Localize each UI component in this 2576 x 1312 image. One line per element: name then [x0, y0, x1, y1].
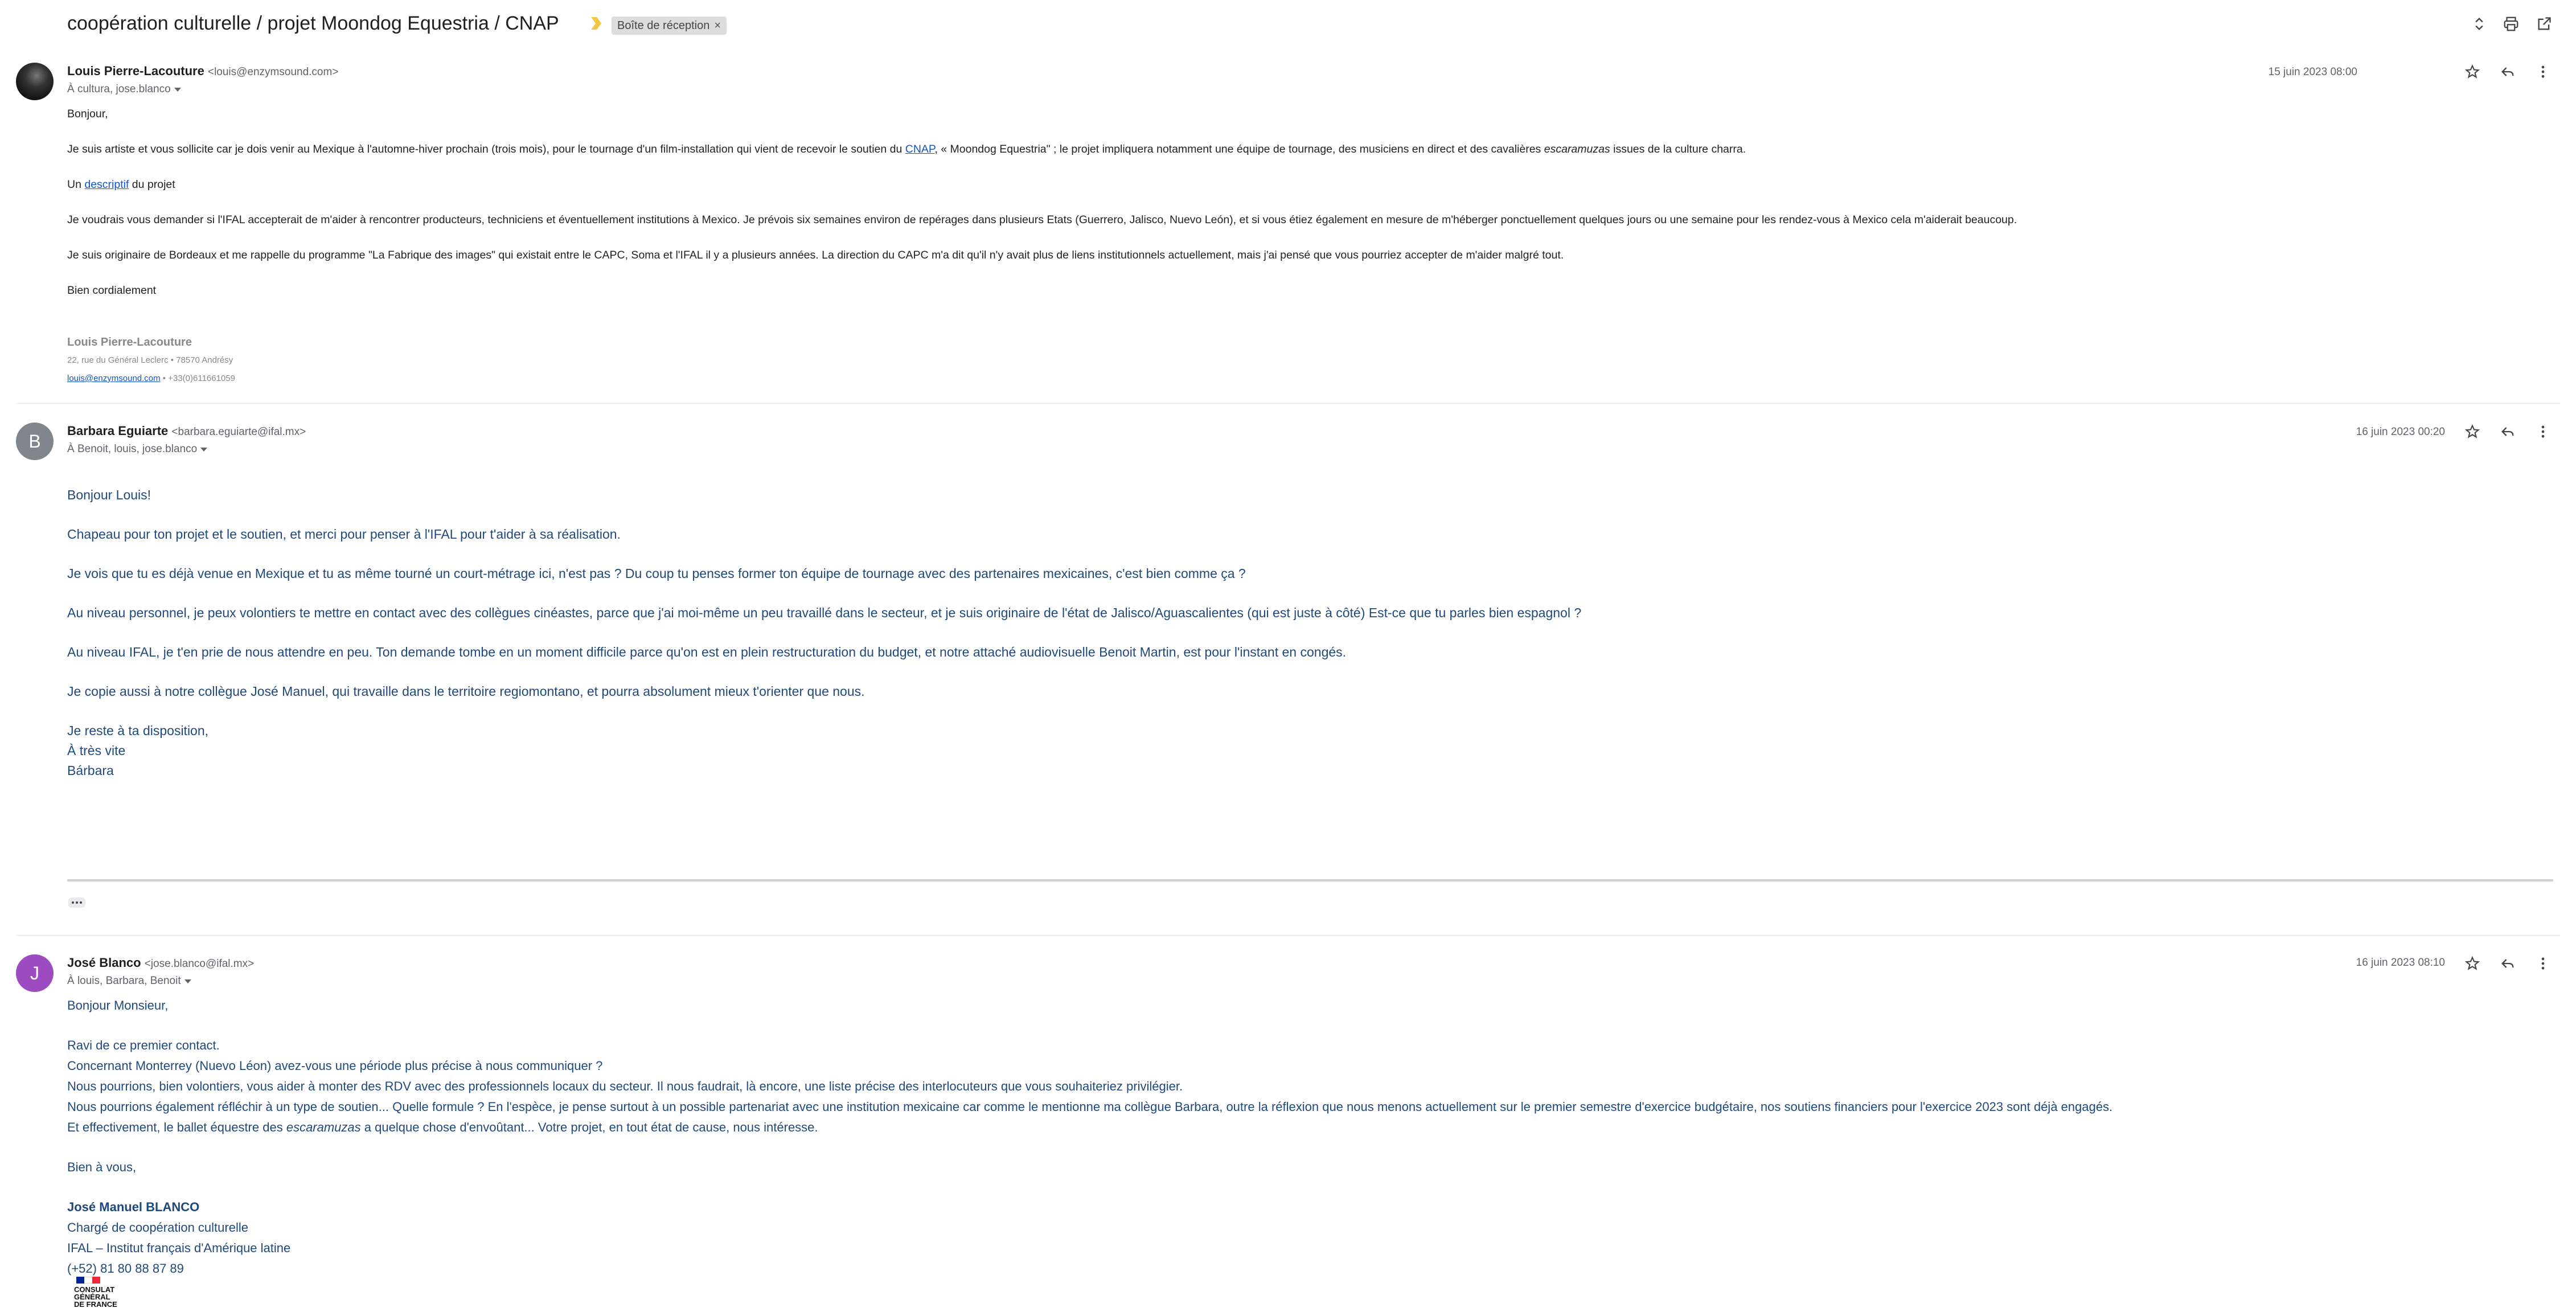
sender-line[interactable]	[67, 424, 306, 438]
importance-marker-icon[interactable]	[590, 16, 602, 31]
recipients-dropdown[interactable]	[67, 83, 181, 96]
sender-email: <barbara.eguiarte@ifal.mx>	[171, 426, 306, 438]
sender-name: Barbara Eguiarte	[67, 424, 169, 438]
logo-line: CONSULAT	[74, 1285, 115, 1294]
recipients-text: À louis, Barbara, Benoit	[67, 975, 181, 987]
avatar[interactable]	[16, 63, 54, 100]
paragraph: Je suis originaire de Bordeaux et me rappelle du programme "La Fabrique des images" qui existait entre le CAPC, Soma et l'IFAL il y a plusieurs années. La direction du CAPC m'a dit qu'il n'y avait plus de liens institutionnels actuellement, mais j'ai pensé que vous pourriez accepter de m'aider malgré tout.	[67, 249, 1564, 261]
body-line: Bárbara	[67, 763, 114, 778]
star-icon[interactable]	[2462, 62, 2483, 82]
signature-org: IFAL – Institut français d'Amérique latine	[67, 1241, 291, 1255]
chevron-down-icon	[184, 979, 191, 983]
avatar[interactable]: J	[16, 954, 54, 992]
chevron-down-icon	[200, 448, 207, 452]
body-line: Bonjour Monsieur,	[67, 998, 169, 1012]
closing: Bien cordialement	[67, 284, 157, 297]
chevron-down-icon	[174, 88, 181, 92]
body-line: Bonjour Louis!	[67, 487, 151, 502]
message-body	[67, 995, 2113, 1279]
body-line: Ravi de ce premier contact.	[67, 1038, 220, 1052]
star-icon[interactable]	[2462, 953, 2483, 974]
body-line: Je vois que tu es déjà venue en Mexique et tu as même tourné un court-métrage ici, n'est pas ? Du coup tu penses former ton équipe de tournage avec des partenaires mexicaines, c'est bien comme ça ?	[67, 566, 1246, 581]
body-line: Au niveau IFAL, je t'en prie de nous attendre en peu. Ton demande tombe en un moment difficile parce qu'on est en plein restructuration du budget, et notre attaché audiovisuelle Benoit Martin, est pour l'instant en congés.	[67, 645, 1347, 659]
print-icon[interactable]	[2501, 14, 2521, 34]
reply-icon[interactable]	[2497, 62, 2518, 82]
recipients-dropdown[interactable]	[67, 975, 191, 987]
quote-separator	[67, 879, 2553, 882]
inbox-label-chip[interactable]	[612, 17, 727, 35]
more-vert-icon[interactable]	[2533, 62, 2553, 82]
paragraph: Un descriptif du projet	[67, 178, 175, 191]
signature-contact: louis@enzymsound.com • +33(0)611661059	[67, 374, 235, 383]
recipients-text: À Benoit, louis, jose.blanco	[67, 443, 198, 455]
label-text: Boîte de réception	[617, 19, 710, 32]
signature-name: José Manuel BLANCO	[67, 1200, 200, 1214]
cnap-link[interactable]: CNAP	[905, 143, 935, 155]
body-line: Je copie aussi à notre collègue José Manuel, qui travaille dans le territoire regiomontano, et pourra absolument mieux t'orienter que nous.	[67, 684, 865, 699]
message-date: 15 juin 2023 08:00	[2268, 66, 2357, 78]
signature-phone: (+52) 81 80 88 87 89	[67, 1261, 184, 1276]
body-line: Concernant Monterrey (Nuevo Léon) avez-vous une période plus précise à nous communiquer ?	[67, 1059, 603, 1073]
reply-icon[interactable]	[2497, 421, 2518, 442]
signature-address: 22, rue du Général Leclerc • 78570 Andrésy	[67, 355, 233, 365]
expand-collapse-icon[interactable]	[2469, 14, 2489, 34]
descriptif-link[interactable]: descriptif	[84, 178, 129, 191]
reply-icon[interactable]	[2497, 953, 2518, 974]
body-line: À très vite	[67, 743, 126, 758]
sender-line[interactable]	[67, 64, 338, 79]
more-vert-icon[interactable]	[2533, 953, 2553, 974]
recipients-dropdown[interactable]	[67, 443, 207, 456]
logo-line: DE FRANCE	[74, 1300, 117, 1309]
avatar[interactable]: B	[16, 423, 54, 460]
show-trimmed-content-button[interactable]	[68, 897, 85, 908]
body-line: Nous pourrions également réfléchir à un type de soutien... Quelle formule ? En l'espèce, je pense surtout à un possible partenariat avec une institution mexicaine car comme le mentionne ma collègue Barbara, outre la réflexion que nous menons actuellement sur le premier semestre d'exercice budgétaire, nos soutiens financiers pour l'exercice 2023 sont déjà engagés.	[67, 1100, 2113, 1114]
remove-label-button[interactable]: ×	[714, 19, 721, 32]
sender-email: <jose.blanco@ifal.mx>	[144, 958, 255, 970]
sender-email: <louis@enzymsound.com>	[207, 66, 339, 78]
body-line: Et effectivement, le ballet équestre des escaramuzas a quelque chose d'envoûtant... Votre projet, en tout état de cause, nous intéresse.	[67, 1120, 818, 1134]
body-line: Nous pourrions, bien volontiers, vous aider à monter des RDV avec des professionnels locaux du secteur. Il nous faudrait, là encore, une liste précise des interlocuteurs que vous souhaiteriez privilégier.	[67, 1079, 1183, 1093]
signature-email-link[interactable]: louis@enzymsound.com	[67, 374, 161, 383]
body-line: Chapeau pour ton projet et le soutien, et merci pour penser à l'IFAL pour t'aider à sa réalisation.	[67, 527, 621, 542]
thread-header	[0, 0, 2576, 50]
sender-line[interactable]	[67, 956, 254, 970]
sender-name: José Blanco	[67, 956, 141, 970]
more-vert-icon[interactable]	[2533, 421, 2553, 442]
message-date: 16 juin 2023 08:10	[2356, 957, 2445, 969]
body-line: Bien à vous,	[67, 1160, 137, 1174]
signature-title: Chargé de coopération culturelle	[67, 1220, 248, 1235]
message-body	[67, 487, 1581, 778]
open-in-new-window-icon[interactable]	[2534, 14, 2554, 34]
logo-line: GÉNÉRAL	[74, 1293, 110, 1301]
message-divider	[16, 935, 2560, 936]
paragraph: Je suis artiste et vous sollicite car je dois venir au Mexique à l'automne-hiver prochain (trois mois), pour le tournage d'un film-installation qui vient de recevoir le soutien du CNAP, « Moondog Equestria" ; le projet impliquera notamment une équipe de tournage, des musiciens en direct et des cavalières escaramuzas issues de la culture charra.	[67, 143, 1746, 155]
consulat-logo	[74, 1277, 131, 1312]
paragraph: Je voudrais vous demander si l'IFAL accepterait de m'aider à rencontrer producteurs, techniciens et éventuellement institutions à Mexico. Je prévois six semaines environ de repérages dans plusieurs Etats (Guerrero, Jalisco, Nuevo León), et si vous étiez également en mesure de m'héberger ponctuellement quelques jours ou une semaine pour les rendez-vous à Mexico cela m'aiderait beaucoup.	[67, 214, 2017, 226]
message-date: 16 juin 2023 00:20	[2356, 426, 2445, 438]
sender-name: Louis Pierre-Lacouture	[67, 64, 204, 78]
body-line: Je reste à ta disposition,	[67, 723, 209, 738]
signature-name: Louis Pierre-Lacouture	[67, 336, 192, 348]
recipients-text: À cultura, jose.blanco	[67, 83, 171, 95]
star-icon[interactable]	[2462, 421, 2483, 442]
greeting: Bonjour,	[67, 108, 108, 120]
message-divider	[16, 403, 2560, 404]
message-body	[67, 106, 2017, 318]
thread-subject: coopération culturelle / projet Moondog Equestria / CNAP	[67, 13, 559, 34]
body-line: Au niveau personnel, je peux volontiers te mettre en contact avec des collègues cinéastes, parce que j'ai moi-même un peu travaillé dans le secteur, et je suis originaire de l'état de Jalisco/Aguascalientes (qui est juste à côté) Est-ce que tu parles bien espagnol ?	[67, 605, 1582, 620]
